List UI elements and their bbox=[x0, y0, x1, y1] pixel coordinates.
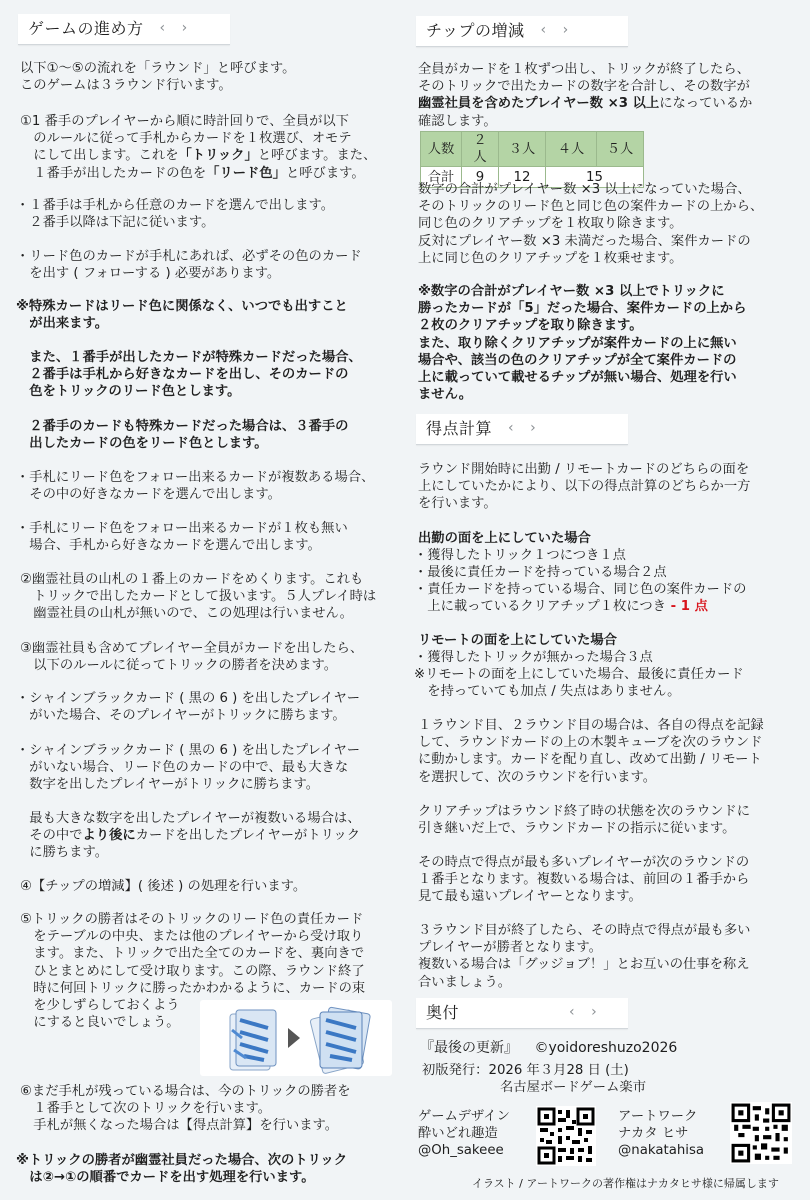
special-card-note-2: また、１番手が出したカードが特殊カードだった場合、 ２番手は手札から好きなカードを出し、そのカードの 色をトリックのリード色とします。 bbox=[29, 350, 362, 400]
table-header-cell: ３人 bbox=[499, 132, 546, 167]
flow-step-4: ④【チップの増減】( 後述 ) の処理を行います。 bbox=[20, 879, 307, 894]
tie-rule-emphasis: より後に bbox=[82, 828, 136, 844]
special-card-note-1: ※特殊カードはリード色に関係なく、いつでも出すこと が出来ます。 bbox=[16, 299, 348, 332]
remote-rule-2: ※リモートの面を上にしていた場合、最後に責任カード を持っていても加点 / 失点はありません。 bbox=[414, 667, 744, 700]
art-handle: @nakatahisa bbox=[618, 1143, 705, 1158]
section-heading-chips bbox=[416, 16, 628, 47]
flow-bullet-6: ・シャインブラックカード ( 黒の 6 ) を出したプレイヤー がいない場合、リード色のカードの中で、最も大きな 数字を出したプレイヤーがトリックに勝ちます。 bbox=[16, 743, 361, 793]
flow-step-3: ③幽霊社員も含めてプレイヤー全員がカードを出したら、 以下のルールに従ってトリックの勝者を決めます。 bbox=[20, 641, 364, 674]
table-header-cell: ４人 bbox=[546, 132, 597, 167]
lead-color-term: 「リード色」 bbox=[206, 165, 286, 181]
heading-arrows bbox=[160, 20, 194, 37]
trick-term: 「トリック」 bbox=[178, 148, 258, 164]
chevron-left-icon: ‹ bbox=[569, 1004, 581, 1021]
flow-intro: 以下①～⑤の流れを「ラウンド」と呼びます。 このゲームは３ラウンド行います。 bbox=[20, 61, 296, 94]
flow-bullet-1: ・１番手は手札から任意のカードを選んで出します。 ２番手以降は下記に従います。 bbox=[16, 198, 335, 231]
design-label: ゲームデザイン bbox=[418, 1109, 510, 1124]
table-header-cell: ５人 bbox=[597, 132, 644, 167]
first-edition: 初版発行：2026 年３月28 日 (土) bbox=[422, 1063, 629, 1078]
chips-threshold: 幽霊社員を含めたプレイヤー数 ×3 以上 bbox=[418, 96, 660, 112]
flow-step-6: ⑥まだ手札が残っている場合は、今のトリックの勝者を １番手として次のトリックを行います。 手札が無くなった場合は【得点計算】を行います。 bbox=[20, 1084, 351, 1134]
chips-intro bbox=[418, 61, 752, 130]
qr-code-icon bbox=[730, 1102, 792, 1164]
step1-text-mid: と呼びます。また、 １番手が出したカードの色を bbox=[33, 148, 377, 181]
penalty-value: - 1 点 bbox=[665, 599, 708, 615]
flow-bullet-5: ・シャインブラックカード ( 黒の 6 ) を出したプレイヤー がいた場合、そのプレイヤーがトリックに勝ちます。 bbox=[16, 691, 361, 724]
card-stack-illustration bbox=[200, 1000, 392, 1076]
art-label: アートワーク bbox=[618, 1109, 698, 1124]
art-credit bbox=[618, 1108, 704, 1159]
qr-code-icon bbox=[536, 1106, 596, 1166]
copyright-footnote: イラスト / アートワークの著作権はナカタヒサ様に帰属します bbox=[472, 1177, 779, 1190]
player-count-table bbox=[420, 131, 644, 188]
scoring-first-player: その時点で得点が最も多いプレイヤーが次のラウンドの １番手となります。複数いる場合は、前回の１番手から 見て最も遠いプレイヤーとなります。 bbox=[418, 855, 750, 905]
flow-step-5: ⑤トリックの勝者はそのトリックのリード色の責任カード をテーブルの中央、または他のプレイヤーから受け取り ます。また、トリックで出た全てのカードを、裏向きで ひとまとめにして受け取ります。この際、ラウンド終了 時に何回トリックに勝ったかわかるように、カードの束 を少しずらしておくよう にすると良いでしょう。 bbox=[20, 912, 366, 1031]
table-header-cell: 人数 bbox=[421, 132, 462, 167]
design-qr-code bbox=[536, 1106, 596, 1166]
scoring-rounds: １ラウンド目、２ラウンド目の場合は、各自の得点を記録 して、ラウンドカードの上の木製キューブを次のラウンド に動かします。カードを配り直し、改めて出勤 / リモート を選択して、次のラウンドを行います。 bbox=[418, 718, 764, 785]
chevron-left-icon: ‹ bbox=[159, 20, 172, 37]
section-title: ゲームの進め方 bbox=[28, 19, 144, 39]
office-heading: 出勤の面を上にしていた場合 bbox=[418, 531, 591, 546]
section-title: 奥付 bbox=[426, 1003, 460, 1023]
tie-rule bbox=[16, 810, 361, 862]
flow-step-1 bbox=[20, 113, 376, 182]
table-cell: 15 bbox=[546, 167, 644, 188]
section-heading-flow bbox=[18, 14, 230, 45]
section-title: 得点計算 bbox=[426, 419, 493, 439]
art-qr-code bbox=[730, 1102, 792, 1164]
scoring-winner: ３ラウンド目が終了したら、その時点で得点が最も多い プレイヤーが勝者となります。 複数いる場合は「グッジョブ！」とお互いの仕事を称え 合いましょう。 bbox=[418, 923, 751, 990]
chevron-left-icon: ‹ bbox=[540, 22, 553, 39]
remote-rule-1: ・獲得したトリックが無かった場合３点 bbox=[414, 650, 653, 665]
tie-rule-text: 最も大きな数字を出したプレイヤーが複数いる場合は、 その中で bbox=[29, 811, 361, 844]
card-stack-image bbox=[200, 1000, 392, 1076]
chevron-right-icon: › bbox=[530, 420, 542, 437]
chips-intro-text: 全員がカードを１枚ずつ出し、トリックが終了したら、 そのトリックで出たカードの数字を合計し、その数字が bbox=[418, 62, 750, 95]
colophon-title-line bbox=[420, 1040, 677, 1057]
design-handle: @Oh_sakeee bbox=[418, 1143, 504, 1158]
step1-text: ①1 番手のプレイヤーから順に時計回りで、全員が以下 のルールに従って手札からカードを１枚選び、オモテ にして出します。これを bbox=[20, 114, 352, 164]
step1-text-end: と呼びます。 bbox=[285, 165, 365, 181]
art-name: ナカタ ヒサ bbox=[618, 1126, 689, 1141]
flow-bullet-3: ・手札にリード色をフォロー出来るカードが複数ある場合、 その中の好きなカードを選んで出します。 bbox=[16, 470, 375, 503]
chevron-right-icon: › bbox=[562, 22, 575, 39]
chips-rules: 数字の合計がプレイヤー数 ×3 以上になっていた場合、 そのトリックのリード色と同じ色の案件カードの上から、 同じ色のクリアチップを１枚取り除きます。 反対にプレイヤー数 ×3 未満だった場合、案件カードの 上に同じ色のクリアチップを１枚乗せます。 bbox=[418, 182, 764, 266]
ghost-employee-note: ※トリックの勝者が幽霊社員だった場合、次のトリック は②→①の順番でカードを出す処理を行います。 bbox=[16, 1153, 347, 1186]
copyright: ©yoidoreshuzo2026 bbox=[534, 1040, 678, 1056]
table-cell: 12 bbox=[499, 167, 546, 188]
flow-bullet-4: ・手札にリード色をフォロー出来るカードが１枚も無い 場合、手札から好きなカードを選んで出します。 bbox=[16, 521, 348, 554]
heading-arrows bbox=[569, 1004, 603, 1021]
remote-heading: リモートの面を上にしていた場合 bbox=[418, 633, 617, 648]
table-cell: 合計 bbox=[421, 167, 462, 188]
table-header-row bbox=[421, 132, 644, 167]
heading-arrows bbox=[508, 420, 542, 437]
section-heading-scoring bbox=[416, 414, 628, 445]
table-header-cell: ２人 bbox=[462, 132, 499, 167]
section-title: チップの増減 bbox=[426, 21, 525, 41]
chips-special-note: ※数字の合計がプレイヤー数 ×3 以上でトリックに 勝ったカードが「5」だった場合、案件カードの上から ２枚のクリアチップを取り除きます。 また、取り除くクリアチップが案件カードの上に無い 場合や、該当の色のクリアチップが全て案件カードの 上に載っていて載せるチップが無い場合、処理を行い ません。 bbox=[418, 284, 747, 403]
table-cell: 9 bbox=[462, 167, 499, 188]
flow-bullet-2: ・リード色のカードが手札にあれば、必ずその色のカード を出す ( フォローする ) 必要があります。 bbox=[16, 249, 362, 282]
office-rule-3 bbox=[414, 581, 746, 615]
design-name: 酔いどれ趣造 bbox=[418, 1126, 498, 1141]
office-rule-2: ・最後に責任カードを持っている場合２点 bbox=[414, 565, 667, 580]
design-credit bbox=[418, 1108, 510, 1159]
chevron-right-icon: › bbox=[591, 1004, 603, 1021]
chevron-right-icon: › bbox=[181, 20, 194, 37]
scoring-chips-carry: クリアチップはラウンド終了時の状態を次のラウンドに 引き継いだ上で、ラウンドカードの指示に従います。 bbox=[418, 804, 751, 837]
event-name: 名古屋ボードゲーム楽市 bbox=[500, 1080, 646, 1095]
scoring-intro: ラウンド開始時に出勤 / リモートカードのどちらの面を 上にしていたかにより、以下の得点計算のどちらか一方 を行います。 bbox=[418, 462, 751, 512]
office-rule-3-text: ・責任カードを持っている場合、同じ色の案件カードの 上に載っているクリアチップ１枚につき bbox=[414, 582, 747, 615]
game-title: 『最後の更新』 bbox=[420, 1040, 518, 1056]
heading-arrows bbox=[541, 22, 575, 39]
chips-intro-text-end: になっているか 確認します。 bbox=[418, 96, 753, 129]
tie-rule-text-end: カードを出したプレイヤーがトリック に勝ちます。 bbox=[29, 828, 360, 861]
flow-step-2: ②幽霊社員の山札の１番上のカードをめくります。これも トリックで出したカードとして扱います。５人プレイ時は 幽霊社員の山札が無いので、この処理は行いません。 bbox=[20, 572, 377, 622]
office-rule-1: ・獲得したトリック１つにつき１点 bbox=[414, 548, 626, 563]
chevron-left-icon: ‹ bbox=[508, 420, 520, 437]
section-heading-colophon bbox=[416, 998, 628, 1029]
special-card-note-3: ２番手のカードも特殊カードだった場合は、３番手の 出したカードの色をリード色とします。 bbox=[29, 419, 349, 452]
